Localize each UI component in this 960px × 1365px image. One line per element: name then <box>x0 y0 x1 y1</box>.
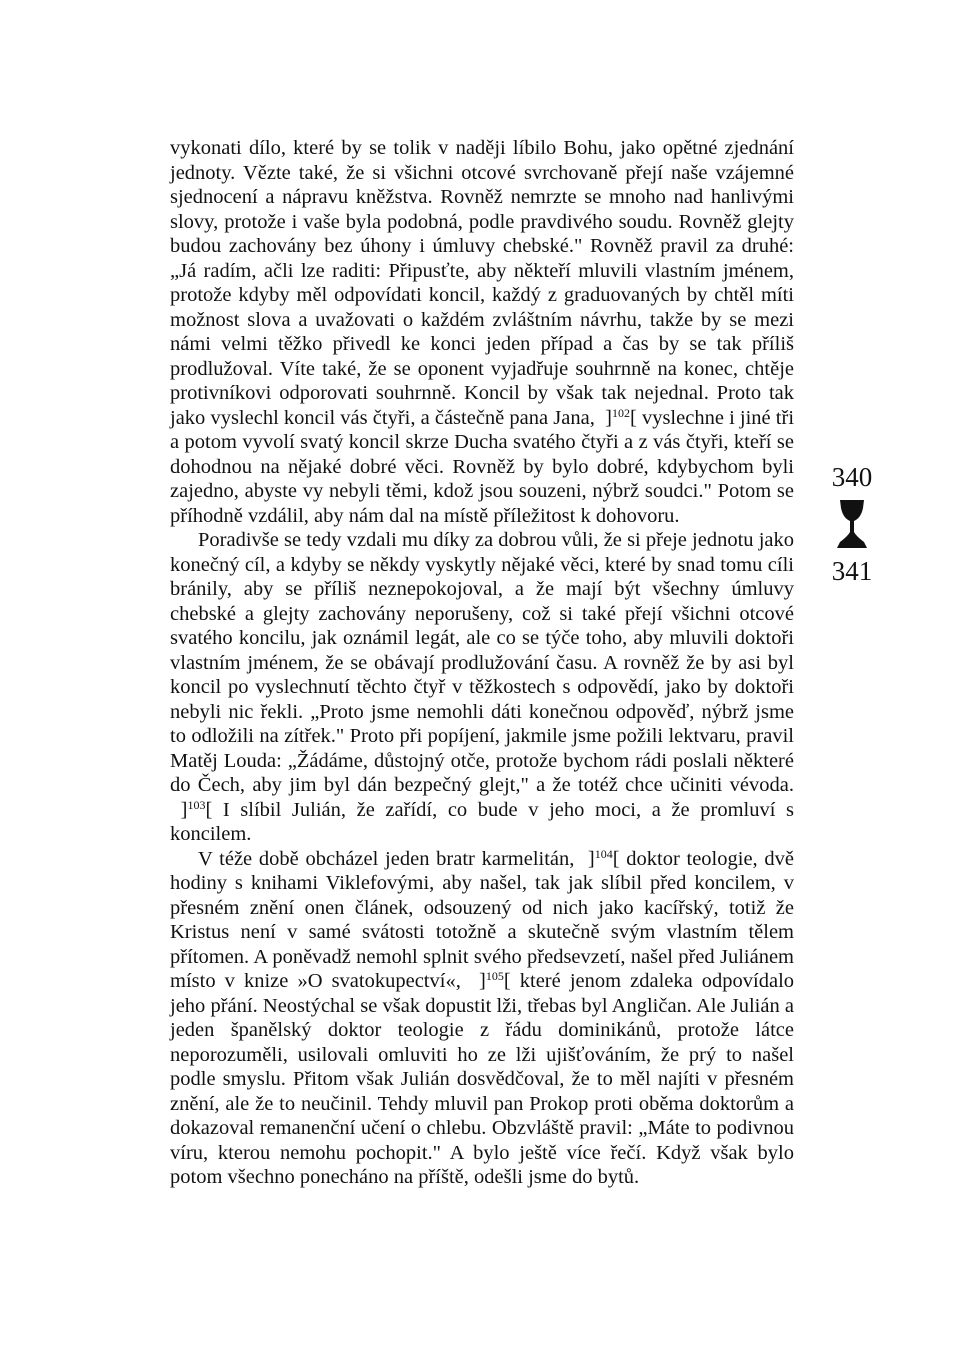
chalice-icon <box>834 498 870 550</box>
original-page-marker: ]$^{104}$[ <box>587 846 620 870</box>
margin-folio <box>812 462 892 586</box>
folio-number-top: 340 <box>831 462 873 492</box>
text-run: I slíbil Julián, že zařídí, co bude v jeho moci, a že promluví s koncilem. <box>170 798 794 845</box>
original-page-marker: ]$^{102}$[ <box>605 405 637 429</box>
text-run: Poradivše se tedy vzdali mu díky za dobrou vůli, že si přeje jednotu jako konečný cíl, a kdyby se někdy vyskytly nějaké věci, které by snad tomu cíli bránily, aby se příliš neznepokojoval, a že mají být všechny úmluvy chebské a glejty zachovány neporušeny, což si také přejí všichni otcové svatého koncilu, jak oznámil legát, ale co se týče toho, aby mluvili doktoři vlastním jménem, že se obávají prodlužování času. A rovněž že by asi byl koncil po vyslechnutí těchto čtyř v těžkostech s odpovědí, jako by doktoři nebyli nic řekli. „Proto jsme nemohli dáti konečnou odpověď, nýbrž jsme to odložili na zítřek." Proto při popíjení, jakmile jsme požili lektvaru, pravil Matěj Louda: „Žádáme, důstojný otče, protože bychom rádi poslali některé do Čech, aby jim byl dán bezpečný glejt," a že totéž chce učiniti vévoda. <box>170 529 794 796</box>
original-page-marker: ]$^{103}$[ <box>180 797 213 821</box>
text-run: které jenom zdaleka odpovídalo jeho přání. Neostýchal se však dopustit lži, třebas byl Angličan. Ale Julián a jeden španělský doktor teologie z řádu dominikánů, protože látce neporozuměli, usilovali omluviti ho ze lži ujišťováním, že prý to našel podle smyslu. Přitom však Julián dosvědčoval, že to měl najíti v přesném znění, ale že to neučinil. Tehdy mluvil pan Prokop proti oběma doktorům a dokazoval remanenční učení o chlebu. Obzvláště pravil: „Máte to podivnou víru, kterou nemohu pochopit." A bylo ještě více řečí. Když však bylo potom všechno ponecháno na příště, odešli jsme do bytů. <box>170 970 795 1188</box>
original-page-marker: ]$^{105}$[ <box>479 969 511 992</box>
text-run: vykonati dílo, které by se tolik v naději líbilo Bohu, jako opětné zjednání jednoty. Vězte také, že si všichni otcové svrchovaně přejí naše vzájemné sjednocení a nápravu kněžstva. Rovněž nemrzte se mnoho nad hanlivými slovy, protože i vaše byla podobná, podle pravdivého soudu. Rovněž glejty budou zachovány bez úhony i úmluvy chebské." Rovněž pravil za druhé: „Já radím, ačli lze raditi: Připusťte, aby někteří mluvili vlastním jménem, protože kdyby měl odpovídati koncil, každý z graduovaných by chtěl míti možnost slova a uvažovati o každém zvláštním návrhu, takže by se mezi námi velmi těžko přivedl ke konci jeden případ a čas by se tak příliš prodlužoval. Víte také, že se oponent vyjadřuje souhrnně na konec, chtěje protivníkovi odporovati souhrnně. Koncil by však tak nejednal. Proto tak jako vyslechl koncil vás čtyři, a částečně pana Jana, <box>170 137 794 429</box>
text-run: vyslechne i jiné tři a potom vyvolí svatý koncil skrze Ducha svatého čtyři a z vás čtyři, kteří se dohodnou na nějaké dobré věci. Rovněž by bylo dobré, kdybychom byli zajedno, abyste vy nebyli těmi, kdož jsou souzeni, nýbrž soudci." Potom se příhodně vzdálil, aby nám dal na místě příležitost k dohovoru. <box>170 406 795 527</box>
paragraph-2 <box>170 528 794 847</box>
page-body <box>170 136 794 1190</box>
paragraph-1 <box>170 136 794 528</box>
text-run: doktor teologie, dvě hodiny s knihami Viklefovými, aby našel, tak jak slíbil před koncilem, v přesném znění onen článek, odsouzený od nich jako kacířský, totiž že Kristus není v samé svátosti totožně a skutečně svým vlastním tělem přítomen. A poněvadž nemohl splnit svého předsevzetí, našel před Juliánem místo v knize »O svatokupectví«, <box>170 847 794 992</box>
paragraph-3 <box>170 847 794 1190</box>
folio-number-bottom: 341 <box>831 556 873 586</box>
text-run: V téže době obcházel jeden bratr karmelitán, <box>198 847 575 870</box>
